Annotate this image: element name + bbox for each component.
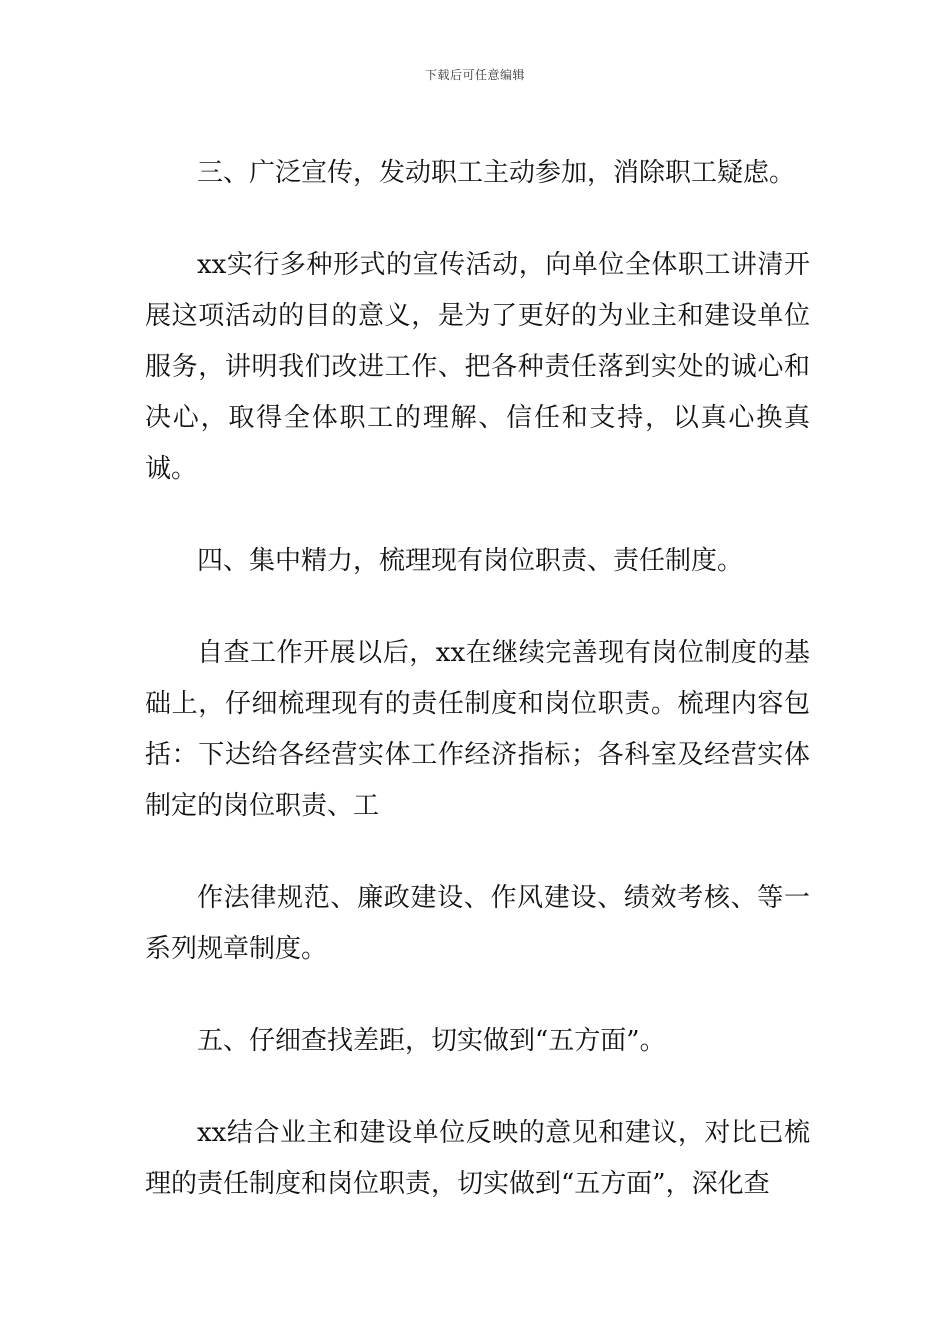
section-heading-3: 三、广泛宣传，发动职工主动参加，消除职工疑虑。 bbox=[197, 158, 796, 188]
section-heading-4: 四、集中精力，梳理现有岗位职责、责任制度。 bbox=[197, 546, 744, 576]
document-body bbox=[145, 148, 810, 1210]
body-paragraph: xx结合业主和建设单位反映的意见和建议，对比已梳理的责任制度和岗位职责，切实做到“五方面”，深化查 bbox=[145, 1118, 810, 1199]
body-paragraph: 自查工作开展以后，xx在继续完善现有岗位制度的基础上，仔细梳理现有的责任制度和岗位职责。梳理内容包括：下达给各经营实体工作经济指标；各科室及经营实体制定的岗位职责、工 bbox=[145, 638, 810, 821]
body-paragraph: 作法律规范、廉政建设、作风建设、绩效考核、等一系列规章制度。 bbox=[145, 883, 810, 964]
body-paragraph: xx实行多种形式的宣传活动，向单位全体职工讲清开展这项活动的目的意义，是为了更好的为业主和建设单位服务，讲明我们改进工作、把各种责任落到实处的诚心和决心，取得全体职工的理解、信任和支持，以真心换真诚。 bbox=[145, 250, 810, 484]
page-header-note: 下载后可任意编辑 bbox=[424, 68, 525, 82]
section-heading-5: 五、仔细查找差距，切实做到“五方面”。 bbox=[197, 1026, 666, 1056]
